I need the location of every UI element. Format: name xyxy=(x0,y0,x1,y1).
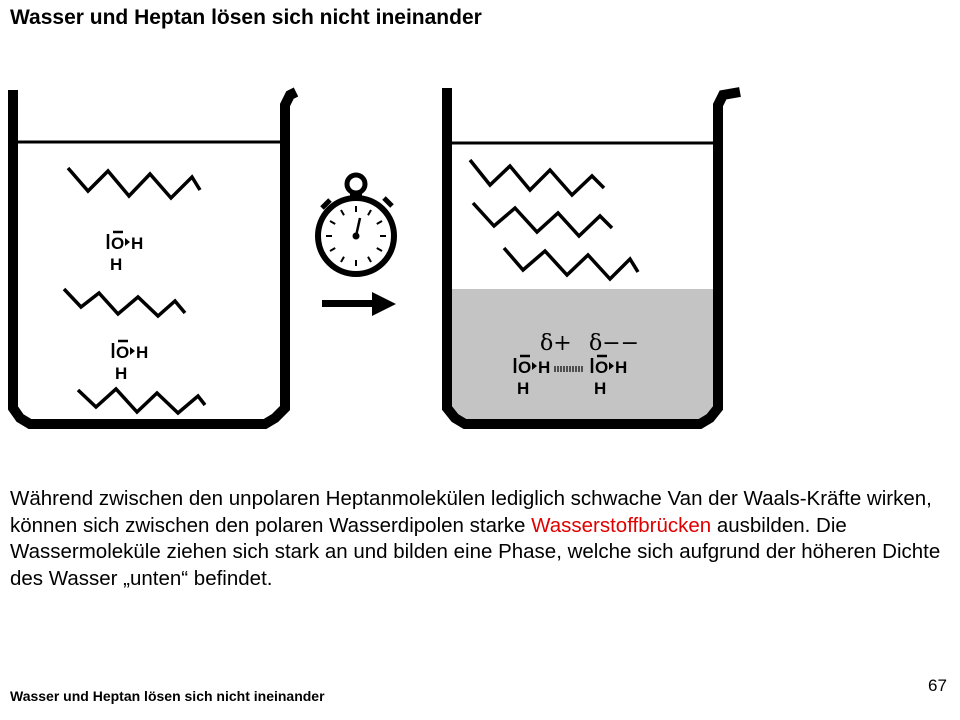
oxygen-atom: O xyxy=(116,343,130,362)
hydrogen-atom: H xyxy=(594,379,607,398)
hydrogen-atom: H xyxy=(136,343,149,362)
hydrogen-atom: H xyxy=(115,364,128,383)
heptan-chain xyxy=(64,289,185,316)
page-number: 67 xyxy=(928,676,947,695)
hydrogen-atom: H xyxy=(131,234,144,253)
right-arrow-icon xyxy=(322,292,396,316)
stopwatch-icon xyxy=(318,175,394,274)
heptan-chain xyxy=(78,389,205,413)
oxygen-atom: O xyxy=(111,234,125,253)
heptan-chain xyxy=(504,248,638,279)
right-beaker xyxy=(447,88,740,424)
hydrogen-atom: H xyxy=(538,358,551,377)
hydrogen-atom: H xyxy=(110,255,123,274)
partial-positive-label: δ+ xyxy=(540,331,572,356)
explanation-paragraph xyxy=(10,486,955,592)
water-molecule xyxy=(108,232,143,274)
right-water-phase xyxy=(447,289,718,424)
footer-title: Wasser und Heptan lösen sich nicht ineinander xyxy=(10,688,325,704)
oxygen-atom: O xyxy=(518,358,532,377)
paragraph-text: ausbilden. Die Wassermoleküle ziehen sich stark an und bilden eine Phase, welche sich aufgrund der höheren Dichte des Wasser „unten“ befindet. xyxy=(10,513,941,590)
page-title: Wasser und Heptan lösen sich nicht ineinander xyxy=(10,6,482,29)
paragraph-text: Während zwischen den unpolaren Heptanmolekülen lediglich schwache Van der Waals-Kräfte wirken, können sich zwischen den polaren Wasserdipolen starke xyxy=(10,487,932,537)
oxygen-atom: O xyxy=(595,358,609,377)
heptan-chain xyxy=(473,203,612,236)
hydrogen-atom: H xyxy=(615,358,628,377)
highlighted-term: Wasserstoffbrücken xyxy=(531,513,712,537)
partial-negative-label: δ−− xyxy=(589,331,640,356)
heptan-chain xyxy=(68,168,200,198)
left-beaker-outline xyxy=(13,90,296,424)
heptan-chain xyxy=(470,160,604,195)
water-molecule xyxy=(113,341,148,383)
left-beaker xyxy=(13,90,296,424)
hydrogen-atom: H xyxy=(517,379,530,398)
